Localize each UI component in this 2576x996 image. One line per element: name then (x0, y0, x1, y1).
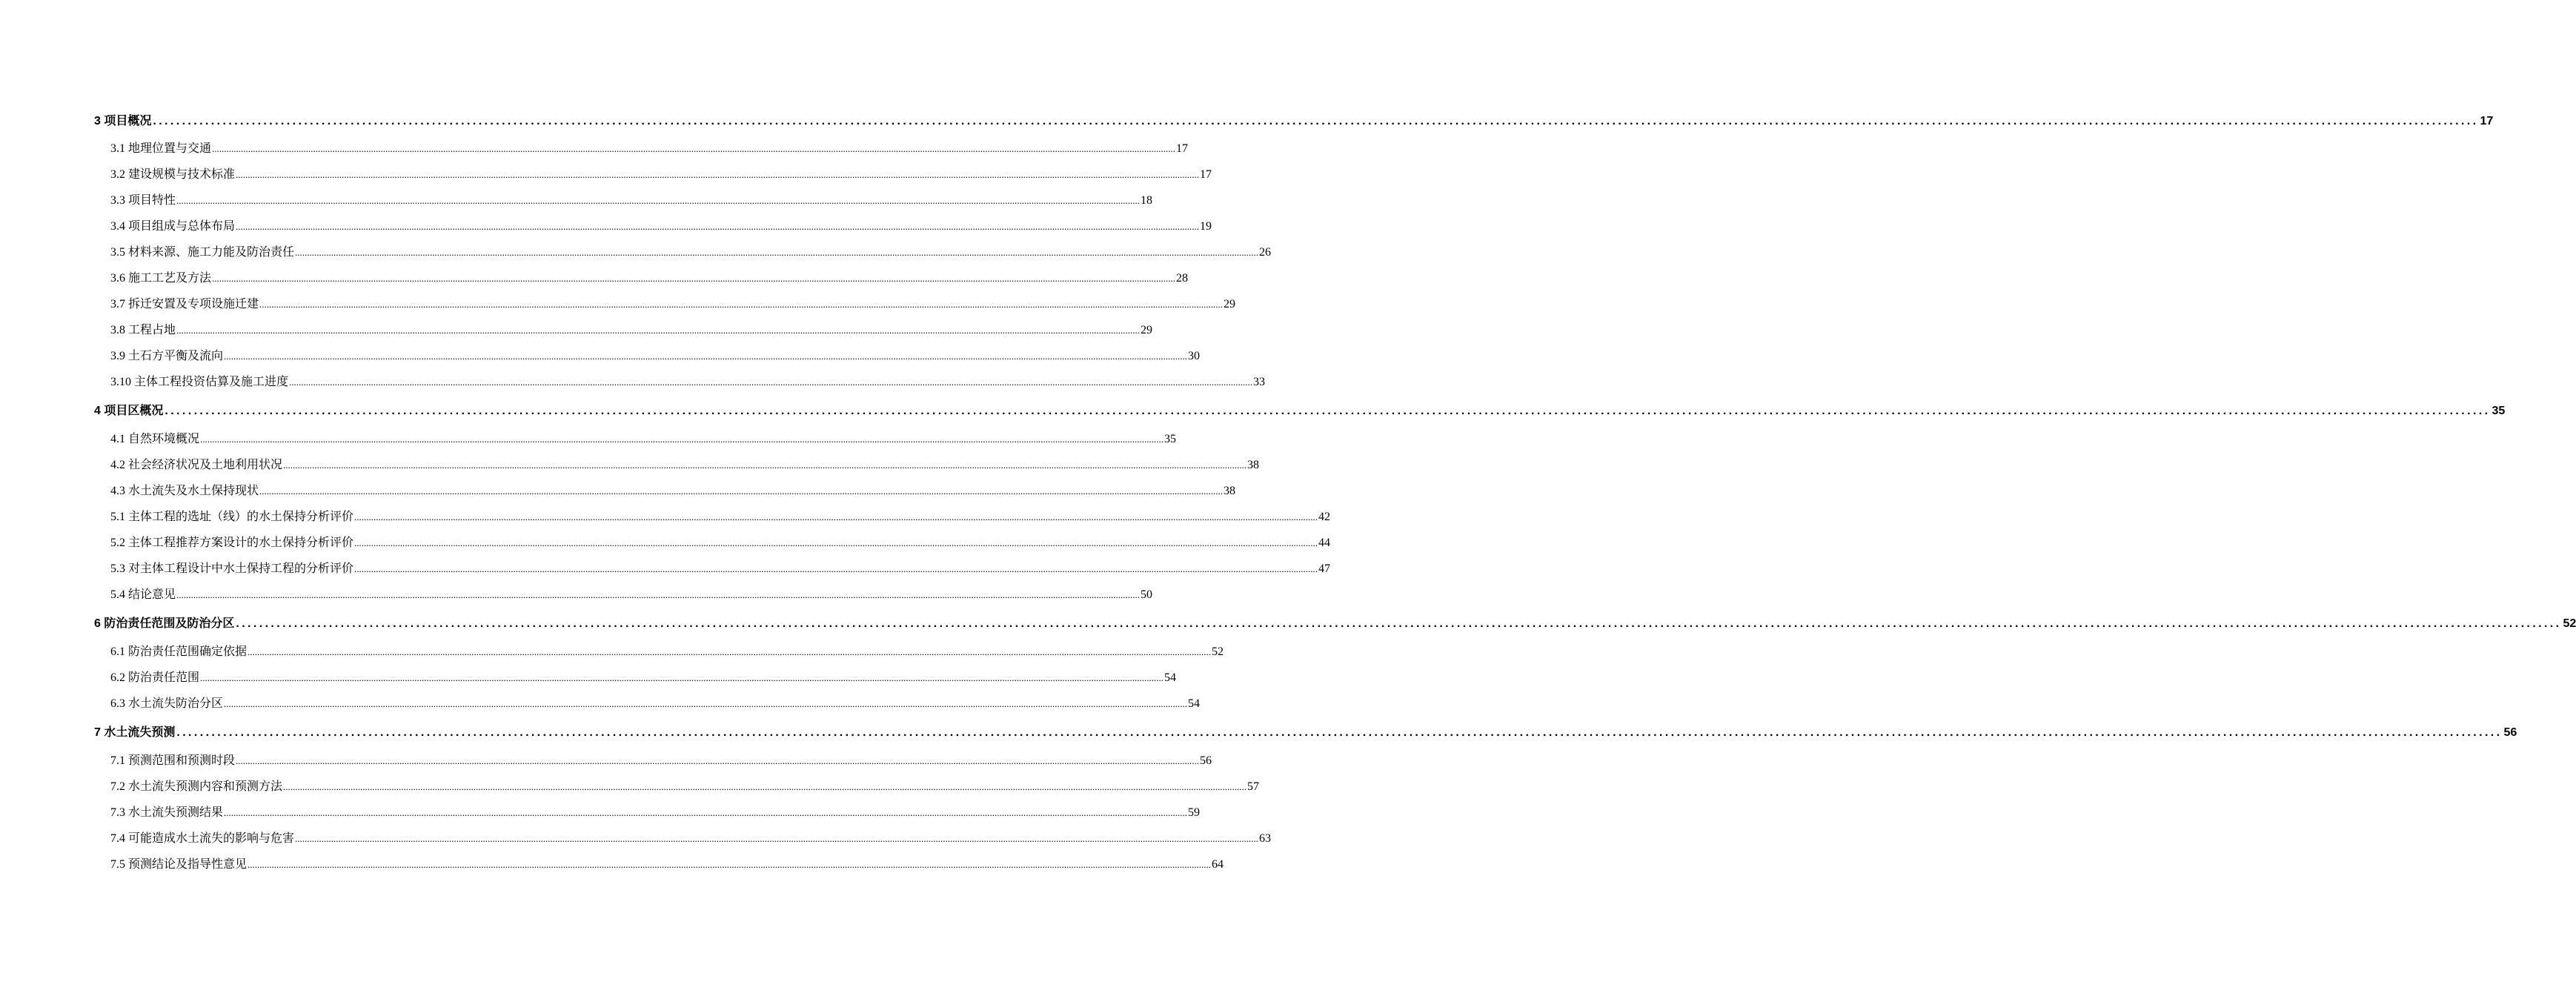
toc-leader-dots: ................................................................................................................................................................................................................................................................................................................................................................................................................ (295, 833, 1259, 844)
toc-entry-title: 3.4 项目组成与总体布局 (110, 220, 236, 233)
toc-leader-dots: ................................................................................................................................................................................................................................................................................................................................................................................................................ (200, 434, 1164, 445)
toc-section-entry[interactable] (110, 829, 1272, 846)
toc-section-entry[interactable] (110, 481, 1236, 499)
toc-page-number: 52 (2563, 617, 2576, 630)
toc-leader-dots: ................................................................................................................................................................................................................................................................................................................................................................................................................ (248, 859, 1212, 870)
toc-section-entry[interactable] (110, 455, 1260, 473)
toc-entry-title: 3 项目概况 (94, 115, 152, 127)
toc-entry-title: 3.5 材料来源、施工力能及防治责任 (110, 246, 295, 259)
toc-section-entry[interactable] (110, 242, 1272, 260)
toc-entry-title: 5.4 结论意见 (110, 588, 176, 601)
toc-leader-dots: ................................................................................................................................................................................................................................................................................................................................................................................................................ (248, 646, 1212, 657)
toc-page-number: 44 (1318, 537, 1331, 549)
toc-leader-dots: ................................................................................................................................................................................................................................................................................................................................................................................................................ (283, 459, 1247, 471)
toc-section-entry[interactable] (110, 429, 1177, 447)
toc-section-entry[interactable] (110, 559, 1331, 577)
toc-leader-dots: ................................................................................................................................................................................................................................................................................................................................................................................................................ (354, 537, 1318, 548)
toc-entry-title: 4 项目区概况 (94, 405, 164, 417)
toc-section-entry[interactable] (110, 585, 1153, 602)
toc-entry-title: 3.2 建设规模与技术标准 (110, 168, 236, 181)
toc-chapter-entry[interactable] (94, 401, 2506, 420)
toc-leader-dots: ................................................................................................................................................................................................................................................................................................................................................................................................................ (176, 589, 1141, 600)
toc-page-number: 19 (1200, 220, 1212, 233)
toc-leader-dots: ................................................................................................................................................................................................................................................................................................................................................................................................................ (354, 511, 1318, 522)
toc-page-number: 29 (1224, 298, 1236, 311)
toc-leader-dots: ................................................................................................................................................................................................................................................................................................................................................................................................................ (236, 169, 1200, 180)
toc-section-entry[interactable] (110, 165, 1212, 182)
toc-section-entry[interactable] (110, 668, 1177, 685)
toc-chapter-entry[interactable] (94, 111, 2494, 130)
toc-leader-dots: ................................................................................................................................................................................................................................................................................................................................................................................................................ (224, 807, 1188, 818)
toc-page-number: 64 (1212, 858, 1224, 871)
toc-entry-title: 3.7 拆迁安置及专项设施迁建 (110, 298, 259, 311)
toc-page-number: 26 (1259, 246, 1272, 259)
toc-leader-dots: ................................................................................................................................................................................................................................................................................................................................................................................................................ (236, 617, 2562, 630)
toc-page-number: 17 (1176, 142, 1189, 155)
toc-leader-dots: ................................................................................................................................................................................................................................................................................................................................................................................................................ (224, 351, 1188, 362)
toc-page-number: 17 (2480, 115, 2494, 127)
toc-entry-title: 7.4 可能造成水土流失的影响与危害 (110, 832, 295, 845)
toc-section-entry[interactable] (110, 533, 1331, 551)
toc-section-entry[interactable] (110, 320, 1153, 338)
toc-page-number: 56 (1200, 754, 1212, 767)
toc-page-number: 17 (1200, 168, 1212, 181)
toc-leader-dots: ................................................................................................................................................................................................................................................................................................................................................................................................................ (259, 299, 1224, 310)
toc-section-entry[interactable] (110, 507, 1331, 525)
toc-chapter-entry[interactable] (94, 614, 2576, 633)
toc-leader-dots: ................................................................................................................................................................................................................................................................................................................................................................................................................ (283, 781, 1247, 792)
toc-section-entry[interactable] (110, 294, 1236, 312)
toc-page-number: 38 (1247, 459, 1260, 471)
toc-page-number: 57 (1247, 780, 1260, 793)
toc-entry-title: 6.1 防治责任范围确定依据 (110, 645, 248, 658)
toc-section-entry[interactable] (110, 190, 1153, 208)
toc-entry-title: 5.2 主体工程推荐方案设计的水土保持分析评价 (110, 537, 354, 549)
toc-page-number: 29 (1141, 324, 1153, 336)
toc-entry-title: 6.2 防治责任范围 (110, 671, 200, 684)
toc-page-number: 59 (1188, 806, 1201, 819)
toc-leader-dots: ................................................................................................................................................................................................................................................................................................................................................................................................................ (153, 115, 2479, 127)
toc-leader-dots: ................................................................................................................................................................................................................................................................................................................................................................................................................ (176, 195, 1141, 206)
toc-leader-dots: ................................................................................................................................................................................................................................................................................................................................................................................................................ (259, 485, 1224, 497)
toc-section-entry[interactable] (110, 372, 1266, 390)
toc-leader-dots: ................................................................................................................................................................................................................................................................................................................................................................................................................ (200, 672, 1164, 683)
toc-leader-dots: ................................................................................................................................................................................................................................................................................................................................................................................................................ (176, 726, 2503, 739)
toc-leader-dots: ................................................................................................................................................................................................................................................................................................................................................................................................................ (165, 405, 2491, 417)
toc-page-number: 30 (1188, 350, 1201, 362)
toc-entry-title: 7.2 水土流失预测内容和预测方法 (110, 780, 283, 793)
toc-chapter-entry[interactable] (94, 723, 2517, 742)
toc-leader-dots: ................................................................................................................................................................................................................................................................................................................................................................................................................ (224, 698, 1188, 709)
toc-page-number: 38 (1224, 485, 1236, 497)
toc-section-entry[interactable] (110, 854, 1224, 872)
toc-page-number: 42 (1318, 511, 1331, 523)
toc-leader-dots: ................................................................................................................................................................................................................................................................................................................................................................................................................ (289, 376, 1253, 388)
toc-section-entry[interactable] (110, 694, 1201, 711)
toc-entry-title: 3.9 土石方平衡及流向 (110, 350, 224, 362)
toc-section-entry[interactable] (110, 777, 1260, 794)
toc-page-number: 18 (1141, 194, 1153, 207)
toc-entry-title: 7 水土流失预测 (94, 726, 176, 739)
toc-page-number: 54 (1164, 671, 1177, 684)
toc-entry-title: 4.3 水土流失及水土保持现状 (110, 485, 259, 497)
toc-page-number: 63 (1259, 832, 1272, 845)
toc-leader-dots: ................................................................................................................................................................................................................................................................................................................................................................................................................ (212, 143, 1176, 154)
toc-leader-dots: ................................................................................................................................................................................................................................................................................................................................................................................................................ (295, 247, 1259, 258)
toc-leader-dots: ................................................................................................................................................................................................................................................................................................................................................................................................................ (176, 325, 1141, 336)
toc-section-entry[interactable] (110, 642, 1224, 660)
toc-leader-dots: ................................................................................................................................................................................................................................................................................................................................................................................................................ (236, 221, 1200, 232)
toc-section-entry[interactable] (110, 346, 1201, 364)
toc-leader-dots: ................................................................................................................................................................................................................................................................................................................................................................................................................ (212, 273, 1176, 284)
toc-page-number: 56 (2503, 726, 2517, 739)
toc-section-entry[interactable] (110, 751, 1212, 768)
toc-page-number: 54 (1188, 697, 1201, 710)
toc-section-entry[interactable] (110, 268, 1189, 286)
toc-page-number: 35 (2492, 405, 2506, 417)
toc-page-number: 33 (1253, 376, 1266, 388)
toc-entry-title: 4.2 社会经济状况及土地利用状况 (110, 459, 283, 471)
toc-entry-title: 3.3 项目特性 (110, 194, 176, 207)
toc-page-number: 47 (1318, 562, 1331, 575)
toc-page-number: 52 (1212, 645, 1224, 658)
toc-entry-title: 3.6 施工工艺及方法 (110, 272, 212, 285)
toc-page-number: 50 (1141, 588, 1153, 601)
toc-section-entry[interactable] (110, 139, 1189, 156)
toc-entry-title: 7.3 水土流失预测结果 (110, 806, 224, 819)
toc-entry-title: 5.1 主体工程的选址（线）的水土保持分析评价 (110, 511, 354, 523)
toc-page-number: 35 (1164, 433, 1177, 445)
toc-section-entry[interactable] (110, 803, 1201, 820)
toc-entry-title: 3.10 主体工程投资估算及施工进度 (110, 376, 289, 388)
toc-leader-dots: ................................................................................................................................................................................................................................................................................................................................................................................................................ (354, 563, 1318, 574)
toc-leader-dots: ................................................................................................................................................................................................................................................................................................................................................................................................................ (236, 755, 1200, 766)
toc-entry-title: 5.3 对主体工程设计中水土保持工程的分析评价 (110, 562, 354, 575)
toc-entry-title: 6.3 水土流失防治分区 (110, 697, 224, 710)
toc-page-number: 28 (1176, 272, 1189, 285)
toc-entry-title: 4.1 自然环境概况 (110, 433, 200, 445)
toc-entry-title: 3.1 地理位置与交通 (110, 142, 212, 155)
toc-section-entry[interactable] (110, 216, 1212, 234)
toc-entry-title: 6 防治责任范围及防治分区 (94, 617, 235, 630)
toc-entry-title: 7.5 预测结论及指导性意见 (110, 858, 248, 871)
toc-entry-title: 3.8 工程占地 (110, 324, 176, 336)
toc-entry-title: 7.1 预测范围和预测时段 (110, 754, 236, 767)
